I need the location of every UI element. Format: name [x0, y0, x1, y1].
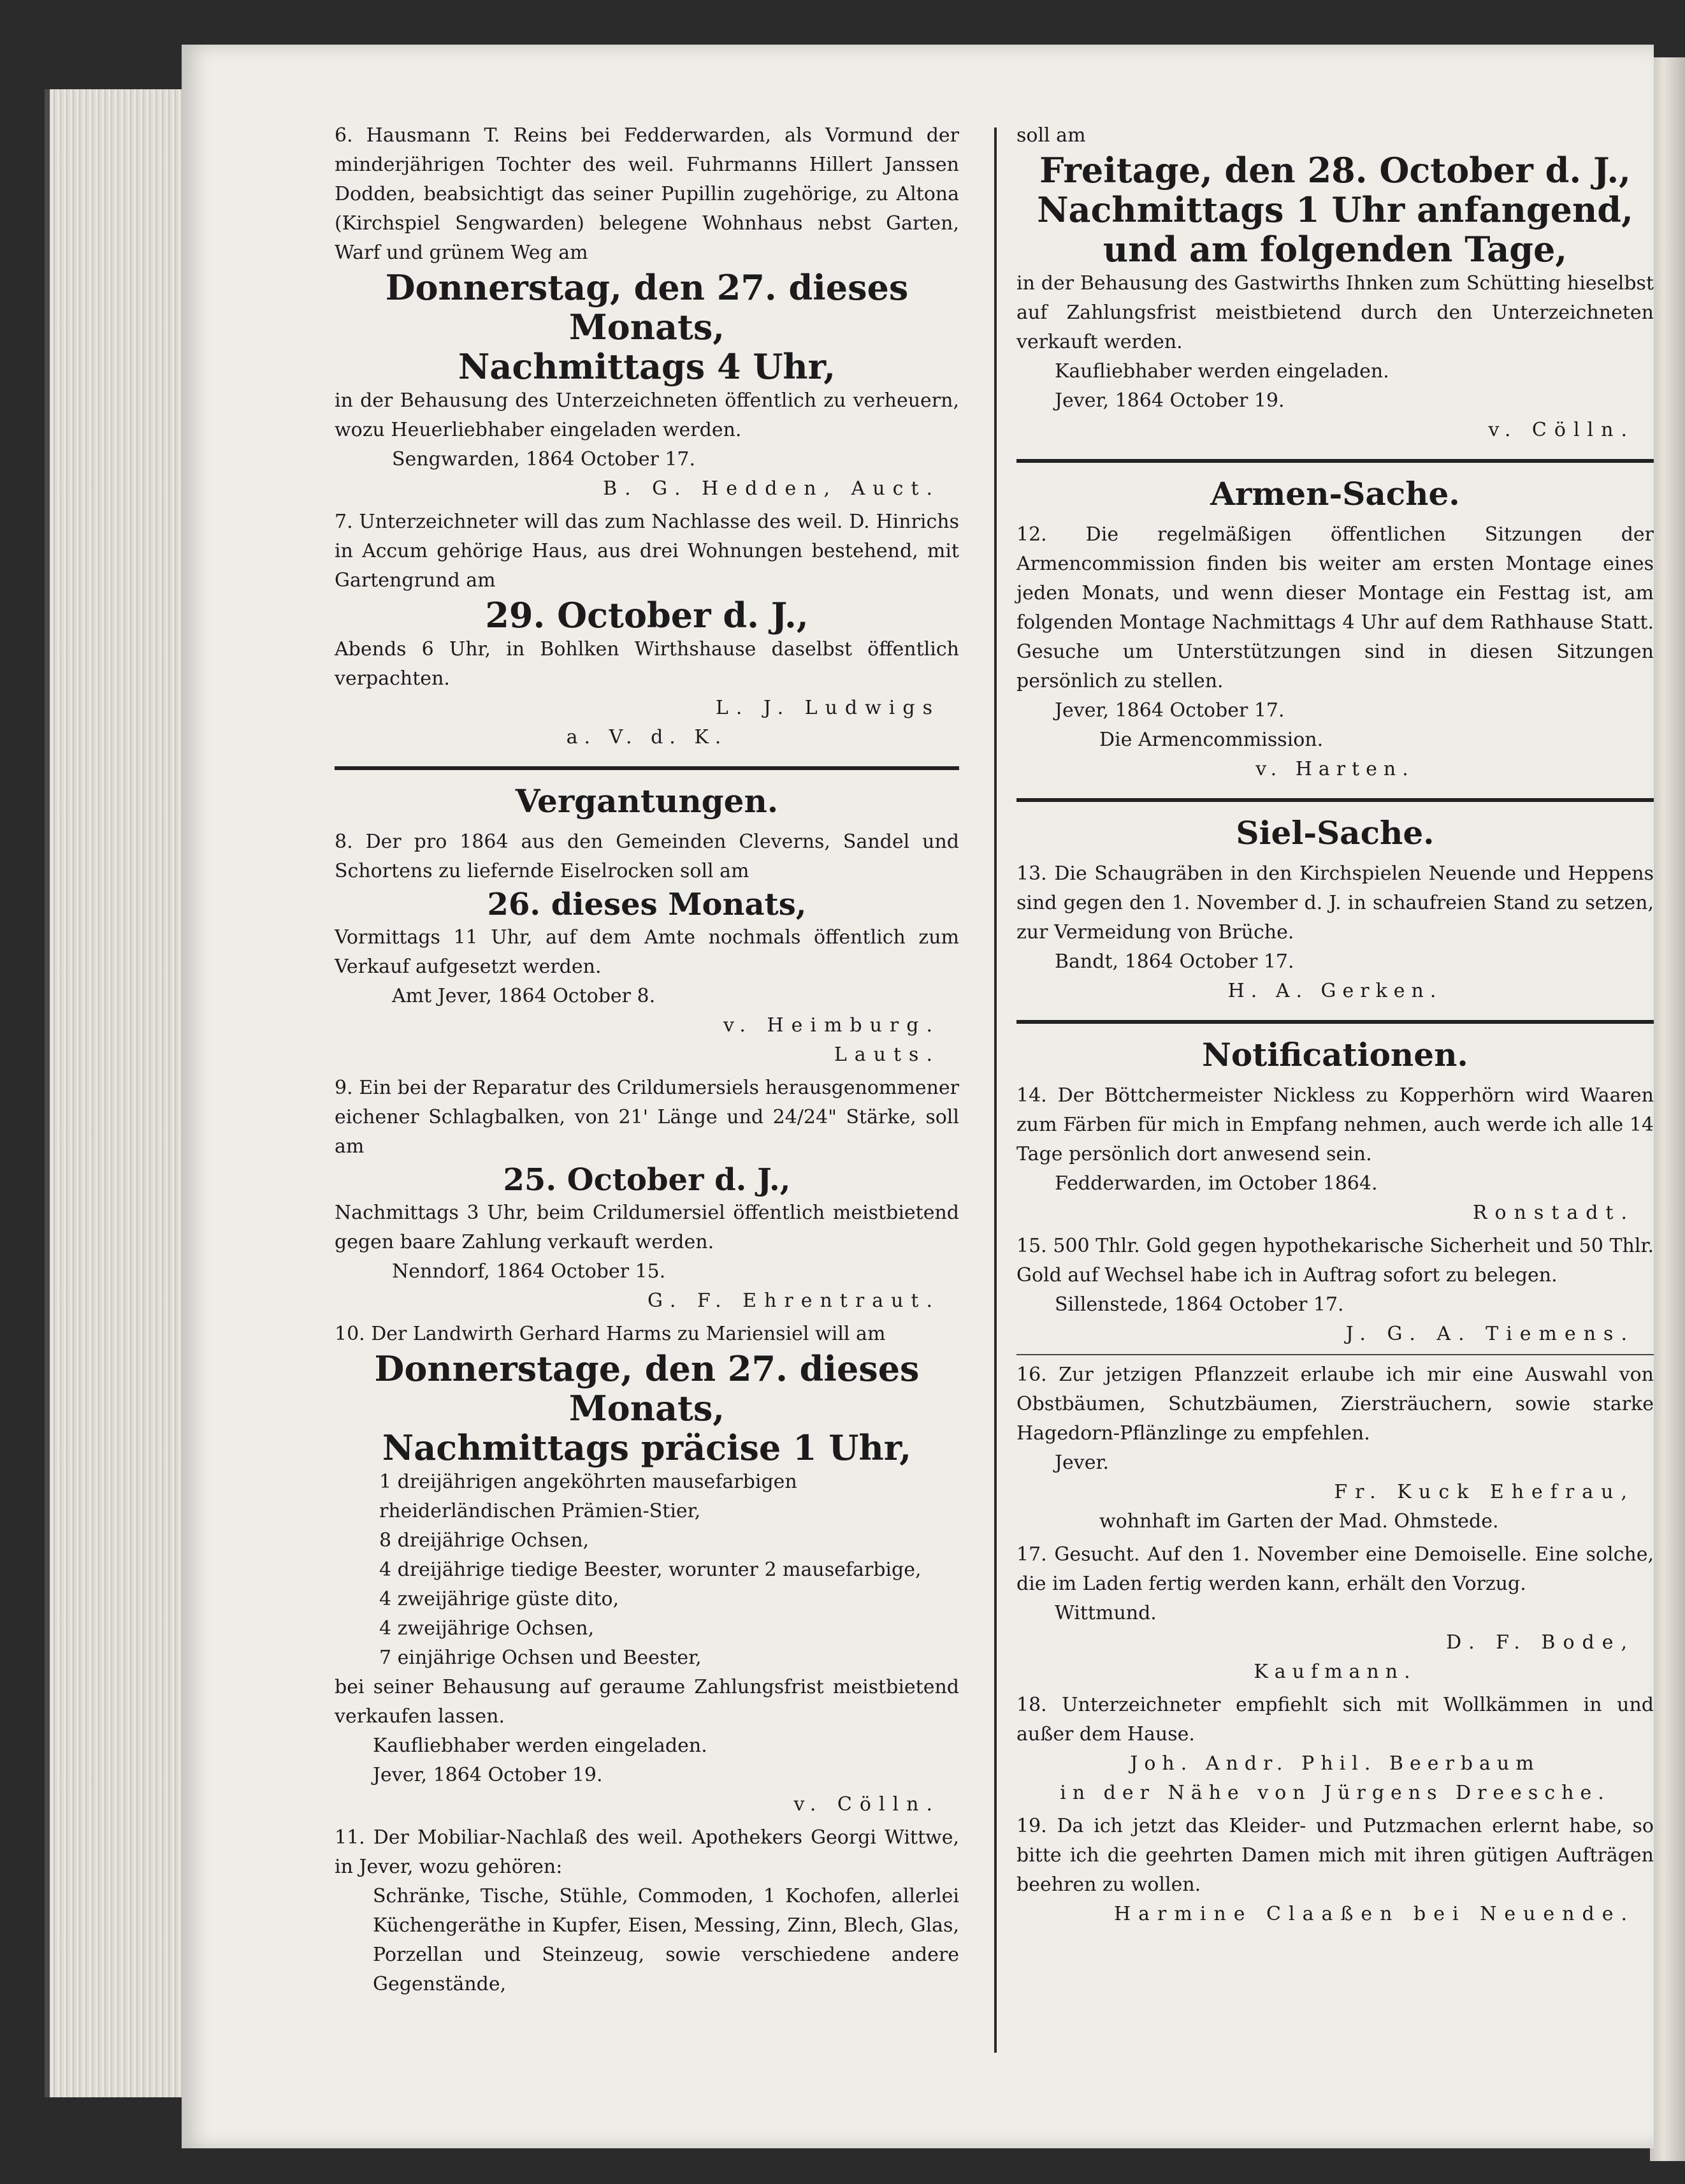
- notice-9-place: Nenndorf, 1864 October 15.: [392, 1260, 666, 1283]
- notice-8-place: Amt Jever, 1864 October 8.: [392, 985, 656, 1007]
- section-rule: [335, 766, 959, 770]
- section-heading-vergantungen: Vergantungen.: [515, 782, 779, 820]
- notice-11-cont-text2: in der Behausung des Gastwirths Ihnken zum Schütting hieselbst auf Zahlungsfrist meistbietend durch den Unterzeichneten verkauft werden.: [1016, 272, 1654, 353]
- notice-19-text: 19. Da ich jetzt das Kleider- und Putzmachen erlernt habe, so bitte ich die geehrten Damen mich mit ihren gütigen Aufträgen beehren zu wollen.: [1016, 1815, 1654, 1896]
- notice-11-time: Nachmittags 1 Uhr anfangend,: [1037, 189, 1633, 230]
- notice-13-place: Bandt, 1864 October 17.: [1055, 950, 1294, 973]
- notice-17-text: 17. Gesucht. Auf den 1. November eine Demoiselle. Eine solche, die im Laden fertig werden kann, erhält den Vorzug.: [1016, 1543, 1654, 1595]
- notice-10-date: Donnerstage, den 27. dieses Monats,: [374, 1348, 920, 1429]
- notice-7: [335, 507, 959, 752]
- newspaper-page: [182, 45, 1654, 2148]
- notice-12: [1016, 520, 1654, 784]
- notice-8: [335, 827, 959, 1070]
- list-item: 4 dreijährige tiedige Beester, worunter 2 mausefarbige,: [379, 1559, 922, 1581]
- divider: [1016, 1354, 1654, 1355]
- notice-19: [1016, 1812, 1654, 1929]
- section-heading-siel-sache: Siel-Sache.: [1236, 814, 1435, 852]
- notice-13-text: 13. Die Schaugräben in den Kirchspielen Neuende und Heppens sind gegen den 1. November d. J. in schaufreien Stand zu setzen, zur Vermeidung von Brüche.: [1016, 863, 1654, 943]
- notice-14-text: 14. Der Böttchermeister Nickless zu Kopperhörn wird Waaren zum Färben für mich in Empfang nehmen, auch werde ich alle 14 Tage persönlich dort anwesend sein.: [1016, 1084, 1654, 1165]
- notice-6-date: Donnerstag, den 27. dieses Monats,: [385, 267, 909, 347]
- notice-9-signature: G. F. Ehrentraut.: [647, 1290, 940, 1312]
- notice-17-place: Wittmund.: [1055, 1602, 1157, 1624]
- notice-16: [1016, 1360, 1654, 1536]
- notice-19-signature: Harmine Claaßen bei Neuende.: [1114, 1903, 1635, 1925]
- list-item: 8 dreijährige Ochsen,: [379, 1529, 589, 1552]
- notice-11-continued: [1016, 121, 1654, 445]
- notice-9-date: 25. October d. J.,: [503, 1162, 791, 1198]
- notice-18-signature: Joh. Andr. Phil. Beerbaum: [1130, 1752, 1540, 1775]
- list-item: 4 zweijährige Ochsen,: [379, 1617, 595, 1640]
- notice-18: [1016, 1691, 1654, 1808]
- notice-14: [1016, 1081, 1654, 1228]
- notice-9-text2: Nachmittags 3 Uhr, beim Crildumersiel öffentlich meistbietend gegen baare Zahlung verkauft werden.: [335, 1202, 959, 1253]
- notice-11-text2: Schränke, Tische, Stühle, Commoden, 1 Kochofen, allerlei Küchengeräthe in Kupfer, Eisen, Messing, Zinn, Blech, Glas, Porzellan und Steinzeug, sowie verschiedene andere Gegenstände,: [373, 1885, 959, 1995]
- column-divider: [994, 127, 997, 2053]
- notice-10-livestock-list: [335, 1467, 959, 1673]
- notice-15-place: Sillenstede, 1864 October 17.: [1055, 1293, 1344, 1316]
- notice-16-text: 16. Zur jetzigen Pflanzzeit erlaube ich mir eine Auswahl von Obstbäumen, Schutzbäumen, Ziersträuchern, sowie starke Hagedorn-Pflänzlinge zu empfehlen.: [1016, 1364, 1654, 1445]
- notice-8-text2: Vormittags 11 Uhr, auf dem Amte nochmals öffentlich zum Verkauf aufgesetzt werden.: [335, 926, 959, 978]
- notice-6-text: 6. Hausmann T. Reins bei Fedderwarden, als Vormund der minderjährigen Tochter des weil. Fuhrmanns Hillert Janssen Dodden, beabsichtigt das seiner Pupillin zugehörige, zu Altona (Kirchspiel Sengwarden) belegene Wohnhaus nebst Garten, Warf und grünem Weg am: [335, 124, 959, 264]
- notice-8-signature-2: Lauts.: [834, 1044, 940, 1066]
- notice-10-text: 10. Der Landwirth Gerhard Harms zu Mariensiel will am: [335, 1323, 886, 1345]
- notice-8-date: 26. dieses Monats,: [487, 887, 807, 922]
- notice-17-title: Kaufmann.: [1254, 1661, 1417, 1683]
- notice-12-signature-2: v. Harten.: [1255, 758, 1415, 780]
- notice-10-signature: v. Cölln.: [793, 1793, 940, 1816]
- notice-6-signature: B. G. Hedden, Auct.: [603, 477, 940, 500]
- notice-10-text3: Kaufliebhaber werden eingeladen.: [373, 1735, 707, 1757]
- notice-7-date: 29. October d. J.,: [485, 595, 809, 636]
- notice-8-text: 8. Der pro 1864 aus den Gemeinden Cleverns, Sandel und Schortens zu liefernde Eiselrocken soll am: [335, 831, 959, 882]
- left-column: [335, 121, 959, 2003]
- section-heading-armen-sache: Armen-Sache.: [1210, 475, 1460, 513]
- notice-15-signature: J. G. A. Tiemens.: [1345, 1323, 1635, 1345]
- book-page-edges: [45, 89, 184, 2097]
- section-rule: [1016, 459, 1654, 463]
- notice-16-signature: Fr. Kuck Ehefrau,: [1334, 1481, 1635, 1503]
- notice-11-next-day: und am folgenden Tage,: [1103, 229, 1568, 270]
- notice-14-place: Fedderwarden, im October 1864.: [1055, 1172, 1378, 1195]
- notice-12-text: 12. Die regelmäßigen öffentlichen Sitzungen der Armencommission finden bis weiter am ersten Montage eines jeden Monats, und wenn dieser Montage ein Festtag ist, am folgenden Montage Nachmittags 4 Uhr auf dem Rathhause Statt. Gesuche um Unterstützungen sind in diesen Sitzungen persönlich zu stellen.: [1016, 523, 1654, 692]
- notice-16-place: Jever.: [1055, 1452, 1110, 1474]
- notice-11-cont-text: soll am: [1016, 124, 1086, 147]
- notice-15-text: 15. 500 Thlr. Gold gegen hypothekarische Sicherheit und 50 Thlr. Gold auf Wechsel habe ich in Auftrag sofort zu belegen.: [1016, 1235, 1654, 1286]
- notice-9-text: 9. Ein bei der Reparatur des Crildumersiels herausgenommener eichener Schlagbalken, von 21' Länge und 24/24" Stärke, soll am: [335, 1077, 959, 1158]
- notice-11: [335, 1823, 959, 1999]
- notice-10-place: Jever, 1864 October 19.: [373, 1764, 603, 1786]
- notice-7-signature: L. J. Ludwigs: [715, 697, 940, 719]
- notice-11-text: 11. Der Mobiliar-Nachlaß des weil. Apothekers Georgi Wittwe, in Jever, wozu gehören:: [335, 1826, 959, 1878]
- notice-17-signature: D. F. Bode,: [1446, 1631, 1635, 1654]
- right-column: [1016, 121, 1654, 1933]
- notice-12-signature: Die Armencommission.: [1099, 729, 1324, 751]
- list-item: 4 zweijährige güste dito,: [379, 1588, 619, 1610]
- section-rule: [1016, 798, 1654, 802]
- section-heading-notificationen: Notificationen.: [1202, 1036, 1468, 1074]
- notice-15: [1016, 1232, 1654, 1349]
- notice-11-place: Jever, 1864 October 19.: [1055, 389, 1285, 412]
- notice-7-text: 7. Unterzeichneter will das zum Nachlasse des weil. D. Hinrichs in Accum gehörige Haus, aus drei Wohnungen bestehend, mit Gartengrund am: [335, 511, 959, 592]
- section-rule: [1016, 1020, 1654, 1024]
- notice-16-address: wohnhaft im Garten der Mad. Ohmstede.: [1099, 1510, 1499, 1532]
- facing-page-edge: [1650, 57, 1685, 2161]
- notice-9: [335, 1074, 959, 1316]
- notice-10-text2: bei seiner Behausung auf geraume Zahlungsfrist meistbietend verkaufen lassen.: [335, 1676, 959, 1728]
- notice-11-cont-text3: Kaufliebhaber werden eingeladen.: [1055, 360, 1389, 382]
- notice-7-text2: Abends 6 Uhr, in Bohlken Wirthshause daselbst öffentlich verpachten.: [335, 638, 959, 690]
- notice-6-text2: in der Behausung des Unterzeichneten öffentlich zu verheuern, wozu Heuerliebhaber eingeladen werden.: [335, 389, 959, 441]
- notice-17: [1016, 1540, 1654, 1687]
- notice-10-time: Nachmittags präcise 1 Uhr,: [382, 1427, 912, 1468]
- notice-18-text: 18. Unterzeichneter empfiehlt sich mit Wollkämmen in und außer dem Hause.: [1016, 1694, 1654, 1745]
- notice-10: [335, 1320, 959, 1819]
- list-item: 1 dreijährigen angeköhrten mausefarbigen rheiderländischen Prämien-Stier,: [379, 1471, 797, 1522]
- notice-11-date: Freitage, den 28. October d. J.,: [1039, 150, 1631, 191]
- notice-6: [335, 121, 959, 504]
- notice-12-place: Jever, 1864 October 17.: [1055, 699, 1285, 722]
- notice-18-address: in der Nähe von Jürgens Dreesche.: [1060, 1782, 1610, 1804]
- notice-8-signature: v. Heimburg.: [723, 1014, 940, 1037]
- notice-11-signature: v. Cölln.: [1488, 419, 1635, 441]
- notice-7-signature-title: a. V. d. K.: [566, 726, 728, 748]
- notice-6-place: Sengwarden, 1864 October 17.: [392, 448, 696, 470]
- notice-13: [1016, 859, 1654, 1006]
- list-item: 7 einjährige Ochsen und Beester,: [379, 1647, 702, 1669]
- notice-13-signature: H. A. Gerken.: [1227, 980, 1443, 1002]
- notice-6-time: Nachmittags 4 Uhr,: [458, 346, 836, 387]
- notice-14-signature: Ronstadt.: [1472, 1202, 1635, 1224]
